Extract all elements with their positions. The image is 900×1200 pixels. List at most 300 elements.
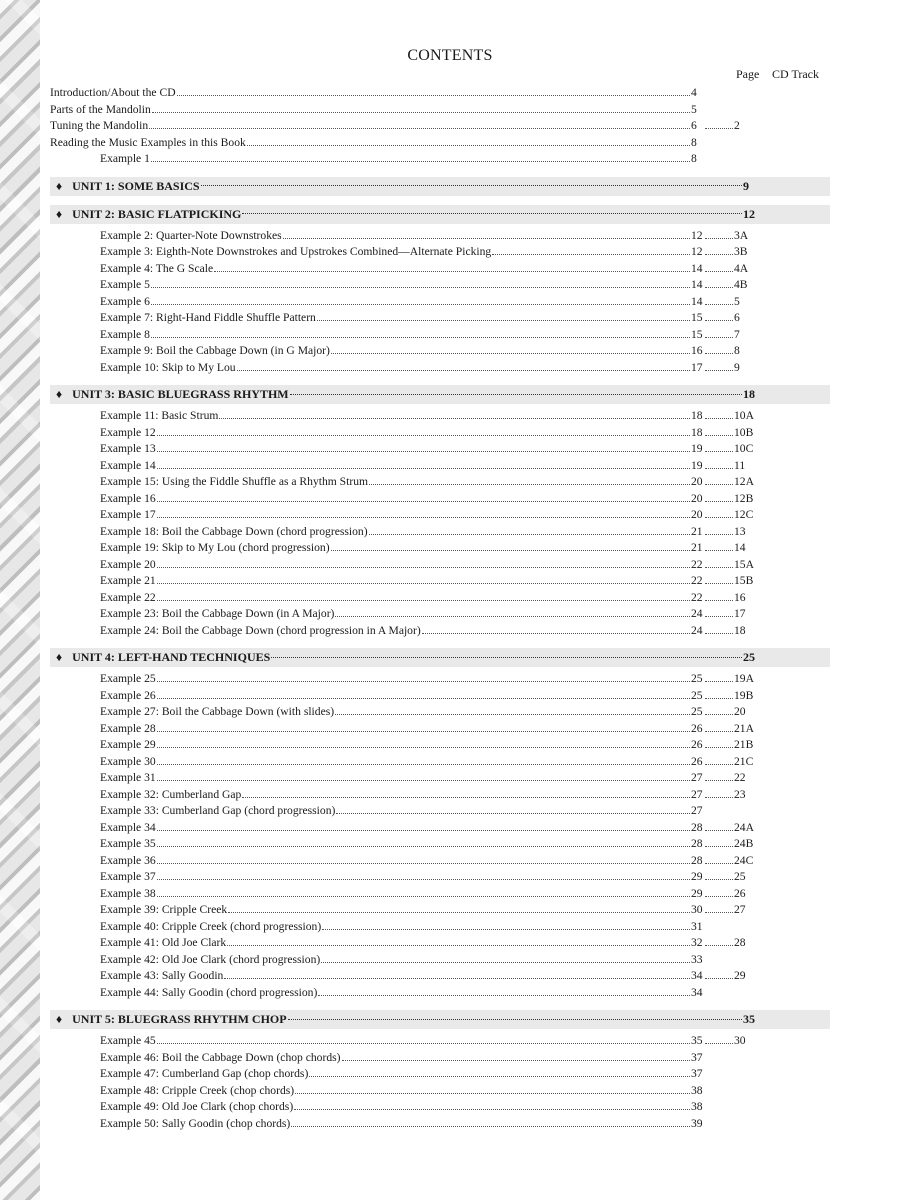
entry-cd-track: 11	[734, 458, 746, 472]
entry-cd-track: 6	[734, 311, 740, 324]
entry-cd-track: 14	[734, 541, 746, 554]
entry-title: Example 30	[100, 754, 156, 768]
entry-cd-track: 8	[734, 344, 740, 357]
toc-entry	[50, 310, 756, 327]
dot-leader	[705, 632, 733, 634]
decorative-border	[0, 0, 40, 1200]
dot-leader	[157, 1042, 690, 1044]
entry-cd-track: 3B	[734, 245, 748, 258]
dot-leader	[705, 779, 733, 781]
dot-leader	[705, 369, 733, 371]
entry-cd-track: 12C	[734, 508, 754, 521]
dot-leader	[227, 944, 690, 946]
toc-entry	[50, 671, 756, 688]
diamond-bullet-icon: ♦	[56, 178, 63, 193]
entry-title: Example 45	[100, 1034, 156, 1047]
dot-leader	[201, 184, 742, 186]
entry-page: 27	[691, 771, 703, 784]
entry-page: 28	[691, 837, 703, 850]
dot-leader	[157, 467, 690, 469]
dot-leader	[157, 730, 690, 732]
page-column-header: Page	[736, 67, 760, 81]
toc-entry	[50, 408, 756, 425]
entry-cd-track: 18	[734, 623, 746, 637]
dot-leader	[157, 779, 690, 781]
toc-entry	[50, 606, 756, 623]
entry-page: 22	[691, 574, 703, 587]
unit-page: 12	[743, 206, 755, 221]
dot-leader	[291, 1125, 690, 1127]
toc-entry	[50, 244, 756, 261]
entry-cd-track: 19A	[734, 672, 754, 685]
entry-title: Example 3: Eighth-Note Downstrokes and Upstrokes Combined—Alternate Picking	[100, 245, 492, 258]
toc-entry	[50, 524, 756, 541]
table-of-contents	[50, 85, 830, 1132]
entry-title: Example 49: Old Joe Clark (chop chords)	[100, 1100, 294, 1113]
entry-page: 31	[691, 919, 703, 933]
toc-entry	[50, 85, 756, 102]
entry-title: Example 27: Boil the Cabbage Down (with slides)	[100, 705, 335, 718]
entry-page: 35	[691, 1034, 703, 1047]
entry-page: 21	[691, 524, 703, 538]
dot-leader	[369, 483, 690, 485]
entry-title: Example 9: Boil the Cabbage Down (in G Major)	[100, 344, 330, 357]
entry-title: Example 39: Cripple Creek	[100, 903, 228, 916]
entry-title: Example 1	[100, 152, 150, 165]
entry-title: Example 16	[100, 491, 156, 505]
dot-leader	[157, 566, 690, 568]
entry-cd-track: 4A	[734, 261, 749, 275]
toc-entry	[50, 704, 756, 721]
dot-leader	[219, 417, 690, 419]
entry-page: 25	[691, 688, 703, 702]
toc-entry	[50, 261, 756, 278]
dot-leader	[705, 417, 733, 419]
dot-leader	[157, 450, 690, 452]
dot-leader	[224, 977, 690, 979]
dot-leader	[157, 500, 690, 502]
entry-title: Example 22	[100, 590, 156, 604]
diamond-bullet-icon: ♦	[56, 206, 63, 221]
dot-leader	[149, 127, 690, 129]
dot-leader	[705, 434, 733, 436]
entry-title: Example 46: Boil the Cabbage Down (chop chords)	[100, 1050, 341, 1064]
toc-entry	[50, 919, 756, 936]
toc-entry	[50, 853, 756, 870]
toc-entry	[50, 935, 756, 952]
unit-heading	[50, 177, 830, 196]
toc-entry	[50, 869, 756, 886]
toc-entry	[50, 540, 756, 557]
entry-title: Example 29	[100, 738, 156, 751]
toc-entry	[50, 151, 756, 168]
unit-title: UNIT 4: LEFT-HAND TECHNIQUES	[72, 650, 271, 664]
entry-page: 20	[691, 491, 703, 505]
entry-title: Example 50: Sally Goodin (chop chords)	[100, 1116, 291, 1130]
toc-entry	[50, 491, 756, 508]
dot-leader	[247, 144, 690, 146]
entry-page: 19	[691, 442, 703, 455]
entry-title: Tuning the Mandolin	[50, 119, 149, 132]
dot-leader	[705, 713, 733, 715]
entry-title: Example 38	[100, 886, 156, 900]
entry-title: Example 40: Cripple Creek (chord progression)	[100, 919, 322, 933]
toc-entry	[50, 425, 756, 442]
entry-title: Example 20	[100, 557, 156, 571]
entry-title: Example 5	[100, 278, 150, 291]
dot-leader	[294, 1108, 690, 1110]
entry-title: Example 15: Using the Fiddle Shuffle as a Rhythm Strum	[100, 475, 369, 488]
dot-leader	[705, 336, 733, 338]
entry-cd-track: 7	[734, 327, 740, 341]
dot-leader	[309, 1075, 690, 1077]
unit-title: UNIT 2: BASIC FLATPICKING	[72, 206, 242, 221]
entry-title: Example 2: Quarter-Note Downstrokes	[100, 228, 282, 242]
entry-page: 24	[691, 623, 703, 637]
entry-title: Example 35	[100, 837, 156, 850]
entry-cd-track: 15B	[734, 574, 754, 587]
dot-leader	[336, 812, 690, 814]
entry-cd-track: 29	[734, 969, 746, 982]
diamond-bullet-icon: ♦	[56, 1012, 63, 1026]
entry-page: 34	[691, 969, 703, 982]
toc-entry	[50, 688, 756, 705]
entry-page: 22	[691, 557, 703, 571]
entry-page: 8	[691, 135, 697, 149]
unit-heading	[50, 648, 830, 667]
entry-cd-track: 20	[734, 705, 746, 718]
entry-page: 14	[691, 261, 703, 275]
unit-page: 25	[743, 650, 755, 664]
entry-title: Example 26	[100, 688, 156, 702]
dot-leader	[331, 352, 690, 354]
dot-leader	[295, 1092, 690, 1094]
entry-cd-track: 19B	[734, 688, 754, 702]
entry-cd-track: 27	[734, 903, 746, 916]
toc-entry	[50, 294, 756, 311]
entry-cd-track: 23	[734, 787, 746, 801]
toc-entry	[50, 557, 756, 574]
dot-leader	[214, 270, 690, 272]
entry-title: Example 47: Cumberland Gap (chop chords)	[100, 1067, 309, 1080]
cd-track-column-header: CD Track	[772, 67, 820, 81]
dot-leader	[369, 533, 690, 535]
entry-cd-track: 10B	[734, 425, 754, 439]
entry-page: 22	[691, 590, 703, 604]
toc-entry	[50, 228, 756, 245]
entry-cd-track: 2	[734, 119, 740, 132]
dot-leader	[177, 94, 690, 96]
toc-entry	[50, 820, 756, 837]
dot-leader	[335, 713, 690, 715]
entry-page: 38	[691, 1083, 703, 1097]
toc-entry	[50, 458, 756, 475]
entry-cd-track: 15A	[734, 557, 754, 571]
dot-leader	[242, 796, 690, 798]
dot-leader	[321, 961, 690, 963]
toc-entry	[50, 507, 756, 524]
dot-leader	[157, 845, 690, 847]
entry-title: Example 32: Cumberland Gap	[100, 787, 242, 801]
entry-title: Example 33: Cumberland Gap (chord progression)	[100, 804, 336, 817]
dot-leader	[492, 253, 690, 255]
entry-title: Example 21	[100, 574, 156, 587]
toc-entry	[50, 102, 756, 119]
dot-leader	[288, 1018, 742, 1020]
toc-entry	[50, 803, 756, 820]
dot-leader	[157, 516, 690, 518]
dot-leader	[705, 763, 733, 765]
entry-title: Example 24: Boil the Cabbage Down (chord progression in A Major)	[100, 623, 421, 637]
entry-page: 12	[691, 228, 703, 242]
entry-title: Example 23: Boil the Cabbage Down (in A Major)	[100, 607, 335, 620]
dot-leader	[705, 516, 733, 518]
dot-leader	[228, 911, 690, 913]
dot-leader	[705, 450, 733, 452]
entry-page: 26	[691, 754, 703, 768]
entry-title: Introduction/About the CD	[50, 86, 176, 99]
dot-leader	[283, 237, 690, 239]
toc-entry	[50, 1050, 756, 1067]
entry-cd-track: 24C	[734, 853, 754, 867]
entry-page: 37	[691, 1067, 703, 1080]
entry-page: 32	[691, 936, 703, 949]
toc-entry	[50, 836, 756, 853]
dot-leader	[705, 237, 733, 239]
entry-cd-track: 12B	[734, 491, 754, 505]
entry-cd-track: 10C	[734, 442, 754, 455]
dot-leader	[157, 680, 690, 682]
unit-title: UNIT 3: BASIC BLUEGRASS RHYTHM	[72, 387, 289, 401]
entry-title: Example 12	[100, 425, 156, 439]
entry-cd-track: 25	[734, 870, 746, 883]
dot-leader	[705, 829, 733, 831]
toc-entry	[50, 1083, 756, 1100]
toc-entry	[50, 277, 756, 294]
toc-entry	[50, 770, 756, 787]
entry-page: 33	[691, 952, 703, 966]
entry-page: 6	[691, 119, 697, 132]
entry-page: 14	[691, 294, 703, 308]
diamond-bullet-icon: ♦	[56, 650, 63, 664]
entry-page: 16	[691, 344, 703, 357]
entry-cd-track: 21B	[734, 738, 754, 751]
entry-page: 27	[691, 804, 703, 817]
entry-page: 15	[691, 311, 703, 324]
toc-entry	[50, 968, 756, 985]
dot-leader	[705, 1042, 733, 1044]
entry-title: Parts of the Mandolin	[50, 102, 151, 116]
unit-page: 35	[743, 1012, 755, 1026]
toc-entry	[50, 360, 756, 377]
entry-title: Example 7: Right-Hand Fiddle Shuffle Pattern	[100, 311, 316, 324]
entry-page: 34	[691, 985, 703, 999]
dot-leader	[157, 599, 690, 601]
entry-page: 29	[691, 870, 703, 883]
entry-page: 20	[691, 508, 703, 521]
entry-title: Example 4: The G Scale	[100, 261, 214, 275]
entry-title: Example 6	[100, 294, 150, 308]
dot-leader	[335, 615, 690, 617]
toc-entry	[50, 327, 756, 344]
entry-cd-track: 30	[734, 1034, 746, 1047]
entry-page: 12	[691, 245, 703, 258]
entry-page: 18	[691, 425, 703, 439]
dot-leader	[705, 566, 733, 568]
dot-leader	[705, 862, 733, 864]
entry-title: Example 43: Sally Goodin	[100, 969, 224, 982]
entry-title: Example 37	[100, 870, 156, 883]
entry-cd-track: 22	[734, 771, 746, 784]
dot-leader	[705, 878, 733, 880]
entry-title: Example 34	[100, 820, 156, 834]
entry-page: 24	[691, 607, 703, 620]
dot-leader	[318, 994, 690, 996]
toc-entry	[50, 952, 756, 969]
entry-title: Example 36	[100, 853, 156, 867]
entry-title: Example 48: Cripple Creek (chop chords)	[100, 1083, 295, 1097]
dot-leader	[705, 796, 733, 798]
dot-leader	[157, 862, 690, 864]
entry-page: 25	[691, 705, 703, 718]
dot-leader	[705, 944, 733, 946]
entry-page: 29	[691, 886, 703, 900]
entry-title: Example 25	[100, 672, 156, 685]
dot-leader	[705, 911, 733, 913]
dot-leader	[705, 746, 733, 748]
unit-heading	[50, 1010, 830, 1029]
dot-leader	[705, 533, 733, 535]
entry-page: 15	[691, 327, 703, 341]
toc-entry	[50, 1116, 756, 1133]
dot-leader	[705, 127, 733, 129]
toc-entry	[50, 441, 756, 458]
dot-leader	[705, 483, 733, 485]
entry-cd-track: 4B	[734, 278, 748, 291]
dot-leader	[705, 286, 733, 288]
entry-page: 28	[691, 853, 703, 867]
toc-entry	[50, 737, 756, 754]
dot-leader	[422, 632, 690, 634]
entry-title: Example 17	[100, 508, 156, 521]
dot-leader	[157, 878, 690, 880]
unit-page: 18	[743, 387, 755, 401]
entry-page: 17	[691, 360, 703, 374]
toc-entry	[50, 573, 756, 590]
dot-leader	[157, 697, 690, 699]
dot-leader	[705, 615, 733, 617]
unit-page: 9	[743, 178, 749, 193]
dot-leader	[705, 730, 733, 732]
toc-entry	[50, 135, 756, 152]
entry-cd-track: 24A	[734, 820, 754, 834]
entry-page: 26	[691, 721, 703, 735]
page-title: CONTENTS	[407, 47, 493, 64]
entry-cd-track: 16	[734, 590, 746, 604]
entry-page: 39	[691, 1116, 703, 1130]
dot-leader	[322, 928, 690, 930]
entry-page: 5	[691, 102, 697, 116]
dot-leader	[705, 977, 733, 979]
entry-page: 4	[691, 86, 697, 99]
dot-leader	[705, 500, 733, 502]
unit-heading	[50, 385, 830, 404]
dot-leader	[157, 434, 690, 436]
entry-page: 20	[691, 475, 703, 488]
toc-entry	[50, 474, 756, 491]
entry-page: 38	[691, 1100, 703, 1113]
dot-leader	[705, 549, 733, 551]
dot-leader	[705, 599, 733, 601]
entry-page: 14	[691, 278, 703, 291]
toc-entry	[50, 721, 756, 738]
toc-entry	[50, 985, 756, 1002]
entry-page: 25	[691, 672, 703, 685]
entry-cd-track: 12A	[734, 475, 754, 488]
unit-title: UNIT 5: BLUEGRASS RHYTHM CHOP	[72, 1012, 287, 1026]
dot-leader	[705, 845, 733, 847]
entry-title: Example 28	[100, 721, 156, 735]
entry-title: Example 11: Basic Strum	[100, 409, 219, 422]
dot-leader	[157, 829, 690, 831]
entry-title: Example 13	[100, 442, 156, 455]
dot-leader	[290, 393, 742, 395]
toc-entry	[50, 343, 756, 360]
dot-leader	[705, 319, 733, 321]
toc-entry	[50, 787, 756, 804]
unit-title: UNIT 1: SOME BASICS	[72, 178, 200, 193]
dot-leader	[157, 582, 690, 584]
toc-entry	[50, 1033, 756, 1050]
entry-title: Example 31	[100, 771, 156, 784]
entry-cd-track: 28	[734, 936, 746, 949]
entry-title: Example 41: Old Joe Clark	[100, 936, 227, 949]
dot-leader	[705, 895, 733, 897]
entry-title: Example 44: Sally Goodin (chord progression)	[100, 985, 318, 999]
entry-cd-track: 13	[734, 524, 746, 538]
entry-cd-track: 17	[734, 607, 746, 620]
entry-title: Example 10: Skip to My Lou	[100, 360, 236, 374]
dot-leader	[705, 270, 733, 272]
entry-page: 37	[691, 1050, 703, 1064]
entry-page: 30	[691, 903, 703, 916]
toc-entry	[50, 590, 756, 607]
entry-title: Reading the Music Examples in this Book	[50, 135, 246, 149]
entry-page: 27	[691, 787, 703, 801]
entry-cd-track: 5	[734, 294, 740, 308]
dot-leader	[271, 656, 742, 658]
entry-page: 19	[691, 458, 703, 472]
toc-entry	[50, 118, 756, 135]
dot-leader	[317, 319, 690, 321]
dot-leader	[151, 160, 690, 162]
dot-leader	[151, 286, 690, 288]
entry-title: Example 14	[100, 458, 156, 472]
entry-cd-track: 26	[734, 886, 746, 900]
diamond-bullet-icon: ♦	[56, 387, 63, 401]
toc-entry	[50, 754, 756, 771]
entry-cd-track: 9	[734, 360, 740, 374]
entry-title: Example 19: Skip to My Lou (chord progression)	[100, 541, 330, 554]
dot-leader	[705, 467, 733, 469]
dot-leader	[242, 212, 742, 214]
entry-title: Example 18: Boil the Cabbage Down (chord progression)	[100, 524, 368, 538]
dot-leader	[705, 253, 733, 255]
toc-entry	[50, 623, 756, 640]
toc-entry	[50, 886, 756, 903]
dot-leader	[331, 549, 690, 551]
toc-entry	[50, 1066, 756, 1083]
